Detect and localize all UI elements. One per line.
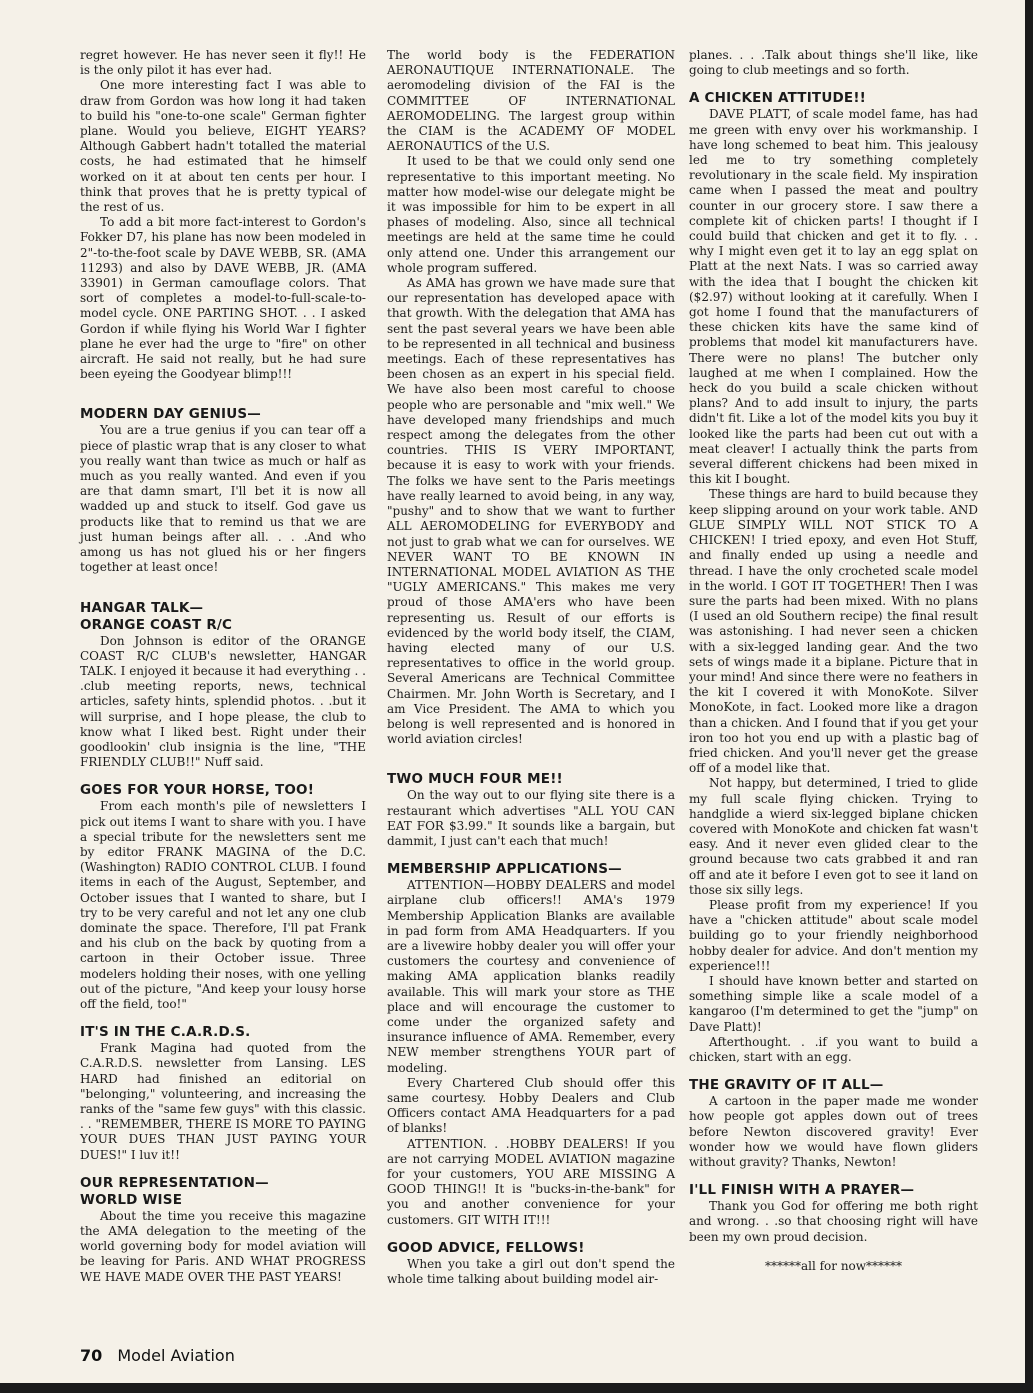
paragraph: Not happy, but determined, I tried to glide my full scale flying chicken. Trying to handglide a wierd six-legged biplane chicken covered with MonoKote and chicken fat wasn't easy. And it never even glided clear to the ground because two cats grabbed it and ran off and ate it before I even got to see it land on those six silly legs. [689, 776, 978, 897]
paragraph: Thank you God for offering me both right and wrong. . .so that choosing right will have been my own proud decision. [689, 1199, 978, 1244]
paragraph: regret however. He has never seen it fly!! He is the only pilot it has ever had. [80, 48, 366, 78]
section-heading: GOOD ADVICE, FELLOWS! [387, 1239, 585, 1256]
paragraph: On the way out to our flying site there is a restaurant which advertises "ALL YOU CAN EAT FOR $3.99." It sounds like a bargain, but dammit, I just can't each that much! [387, 788, 675, 848]
paragraph: The world body is the FEDERATION AERONAUTIQUE INTERNATIONALE. The aeromodeling division of the FAI is the COMMITTEE OF INTERNATIONAL AEROMODELING. The largest group within the CIAM is the ACADEMY OF MODEL AERONAUTICS of the U.S. [387, 48, 675, 154]
paragraph: ATTENTION—HOBBY DEALERS and model airplane club officers!! AMA's 1979 Membership Application Blanks are available in pad form from AMA Headquarters. If you are a livewire hobby dealer you will offer your customers the courtesy and convenience of making AMA application blanks readily available. This will mark your store as THE place and will encourage the customer to come under the organized safety and insurance influence of AMA. Remember, every NEW member strengthens YOUR part of modeling. [387, 878, 675, 1075]
section-heading: TWO MUCH FOUR ME!! [387, 771, 563, 788]
page-number: 70 [80, 1346, 103, 1365]
page-footer [80, 1346, 235, 1365]
paragraph: Frank Magina had quoted from the C.A.R.D.S. newsletter from Lansing. LES HARD had finished an editorial on "belonging," volunteering, and increasing the ranks of the "same few guys" with this classic. . . "REMEMBER, THERE IS MORE TO PAYING YOUR DUES THAN JUST PAYING YOUR DUES!" I luv it!! [80, 1041, 366, 1162]
paragraph: These things are hard to build because they keep slipping around on your work table. AND GLUE SIMPLY WILL NOT STICK TO A CHICKEN! I tried epoxy, and even Hot Stuff, and finally ended up using a needle and thread. I have the only crocheted scale model in the world. I GOT IT TOGETHER! Then I was sure the parts had been mixed. With no plans (I used an old Southern recipe) the final result was astonishing. I had never seen a chicken with a six-legged landing gear. And the two sets of wings made it a biplane. Picture that in your mind! And since there were no feathers in the kit I covered it with MonoKote. Silver MonoKote, in fact. Looked more like a dragon than a chicken. And I found that if you get your iron too hot you end up with a plastic bag of fried chicken. And you'll never get the grease off of a model like that. [689, 487, 978, 776]
paragraph: I should have known better and started on something simple like a scale model of a kangaroo (I'm determined to get the "jump" on Dave Platt)! [689, 973, 978, 1034]
column-1 [80, 48, 366, 1285]
paragraph: One more interesting fact I was able to draw from Gordon was how long it had taken to build his "one-to-one scale" German fighter plane. Would you believe, EIGHT YEARS? Although Gabbert hadn't totalled the material costs, he had estimated that he himself worked on it at about ten cents per hour. I think that proves that he is pretty typical of the rest of us. [80, 78, 366, 215]
paragraph: A cartoon in the paper made me wonder how people got apples down out of trees before Newton discovered gravity! Ever wonder how we would have flown gliders without gravity? Thanks, Newton! [689, 1094, 978, 1170]
magazine-title: Model Aviation [117, 1346, 235, 1365]
paragraph: To add a bit more fact-interest to Gordon's Fokker D7, his plane has now been modeled in 2"-to-the-foot scale by DAVE WEBB, SR. (AMA 11293) and also by DAVE WEBB, JR. (AMA 33901) in German camouflage colors. That sort of completes a model-to-full-scale-to-model cycle. ONE PARTING SHOT. . . I asked Gordon if while flying his World War I fighter plane he ever had the urge to "fire" on other aircraft. He said not really, but he had sure been eyeing the Goodyear blimp!!! [80, 215, 366, 382]
column-2 [387, 48, 675, 1287]
paragraph: As AMA has grown we have made sure that our representation has developed apace with that growth. With the delegation that AMA has sent the past several years we have been able to be represented in all technical and business meetings. Each of these representatives has been chosen as an expert in his special field. We have also been most careful to choose people who are personable and "mix well." We have developed many friendships and much respect among the delegates from the other countries. THIS IS VERY IMPORTANT, because it is easy to work with your friends. The folks we have sent to the Paris meetings have really learned to avoid being, in any way, "pushy" and to show that we want to further ALL AEROMODELING for EVERYBODY and not just to grab what we can for ourselves. WE NEVER WANT TO BE KNOWN IN INTERNATIONAL MODEL AVIATION AS THE "UGLY AMERICANS." This makes me very proud of those AMA'ers who have been representing us. Result of our efforts is evidenced by the world body itself, the CIAM, having elected many of our U.S. representatives to office in the world group. Several Americans are Technical Committee Chairmen. Mr. John Worth is Secretary, and I am Vice President. The AMA to which you belong is well represented and is honored in world aviation circles! [387, 276, 675, 747]
section-heading: MEMBERSHIP APPLICATIONS— [387, 861, 622, 878]
paragraph: Don Johnson is editor of the ORANGE COAST R/C CLUB's newsletter, HANGAR TALK. I enjoyed it because it had everything . . .club meeting reports, news, technical articles, safety hints, splendid photos. . .but it will surprise, and I hope please, the club to know what I liked best. Right under their goodlookin' club insignia is the line, "THE FRIENDLY CLUB!!" Nuff said. [80, 633, 366, 770]
section-heading: OUR REPRESENTATION— [80, 1174, 269, 1191]
section-heading: THE GRAVITY OF IT ALL— [689, 1077, 884, 1094]
paragraph: From each month's pile of newsletters I pick out items I want to share with you. I have a special tribute for the newsletters sent me by editor FRANK MAGINA of the D.C. (Washington) RADIO CONTROL CLUB. I found items in each of the August, September, and October issues that I wanted to share, but I try to be very careful and not let any one club dominate the space. Therefore, I'll pat Frank and his club on the back by quoting from a cartoon in their October issue. Three modelers holding their noses, with one yelling out of the picture, "And keep your lousy horse off the field, too!" [80, 799, 366, 1011]
paragraph: You are a true genius if you can tear off a piece of plastic wrap that is any closer to what you really want than twice as much or half as much as you really wanted. And even if you are that damn smart, I'll bet it is now all wadded up and stuck to itself. God gave us products like that to remind us that we are just human beings after all. . . .And who among us has not glued his or her fingers together at least once! [80, 423, 366, 575]
section-heading: GOES FOR YOUR HORSE, TOO! [80, 782, 315, 799]
column-3 [689, 48, 978, 1274]
paragraph: Afterthought. . .if you want to build a chicken, start with an egg. [689, 1034, 978, 1064]
section-heading: MODERN DAY GENIUS— [80, 406, 261, 423]
sign-off: ******all for now****** [764, 1258, 903, 1273]
section-heading: I'LL FINISH WITH A PRAYER— [689, 1182, 915, 1199]
section-heading: IT'S IN THE C.A.R.D.S. [80, 1024, 251, 1041]
section-heading: A CHICKEN ATTITUDE!! [689, 90, 867, 107]
section-subheading: ORANGE COAST R/C [80, 616, 233, 633]
paragraph: Every Chartered Club should offer this same courtesy. Hobby Dealers and Club Officers contact AMA Headquarters for a pad of blanks! [387, 1075, 675, 1136]
paragraph: It used to be that we could only send one representative to this important meeting. No matter how model-wise our delegate might be it was impossible for him to be expert in all phases of modeling. Also, since all technical meetings are held at the same time he could only attend one. Under this arrangement our whole program suffered. [387, 154, 675, 275]
paragraph: ATTENTION. . .HOBBY DEALERS! If you are not carrying MODEL AVIATION magazine for your customers, YOU ARE MISSING A GOOD THING!! It is "bucks-in-the-bank" for you and another convenience for your customers. GIT WITH IT!!! [387, 1136, 675, 1227]
section-subheading: WORLD WISE [80, 1191, 183, 1208]
paragraph: Please profit from my experience! If you have a "chicken attitude" about scale model building go to your friendly neighborhood hobby dealer for advice. And don't mention my experience!!! [689, 897, 978, 973]
section-heading: HANGAR TALK— [80, 599, 204, 616]
paragraph: DAVE PLATT, of scale model fame, has had me green with envy over his workmanship. I have long schemed to beat him. This jealousy led me to try something completely revolutionary in the scale field. My inspiration came when I passed the meat and poultry counter in our grocery store. I saw there a complete kit of chicken parts! I thought if I could build that chicken and get it to fly. . . why I might even get it to lay an egg splat on Platt at the next Nats. I was so carried away with the idea that I bought the chicken kit ($2.97) without looking at it carefully. When I got home I found that the manufacturers of these chicken kits have the same kind of problems that model kit manufacturers have. There were no plans! The butcher only laughed at me when I complained. How the heck do you build a scale chicken without plans? And to add insult to injury, the parts didn't fit. Like a lot of the model kits you buy it looked like the parts had been cut out with a meat cleaver! I actually think the parts from several different chickens had been mixed in this kit I bought. [689, 107, 978, 487]
paragraph: When you take a girl out don't spend the whole time talking about building model air- [387, 1256, 675, 1287]
paragraph: planes. . . .Talk about things she'll like, like going to club meetings and so forth. [689, 48, 978, 78]
paragraph: About the time you receive this magazine the AMA delegation to the meeting of the world governing body for model aviation will be leaving for Paris. AND WHAT PROGRESS WE HAVE MADE OVER THE PAST YEARS! [80, 1208, 366, 1284]
